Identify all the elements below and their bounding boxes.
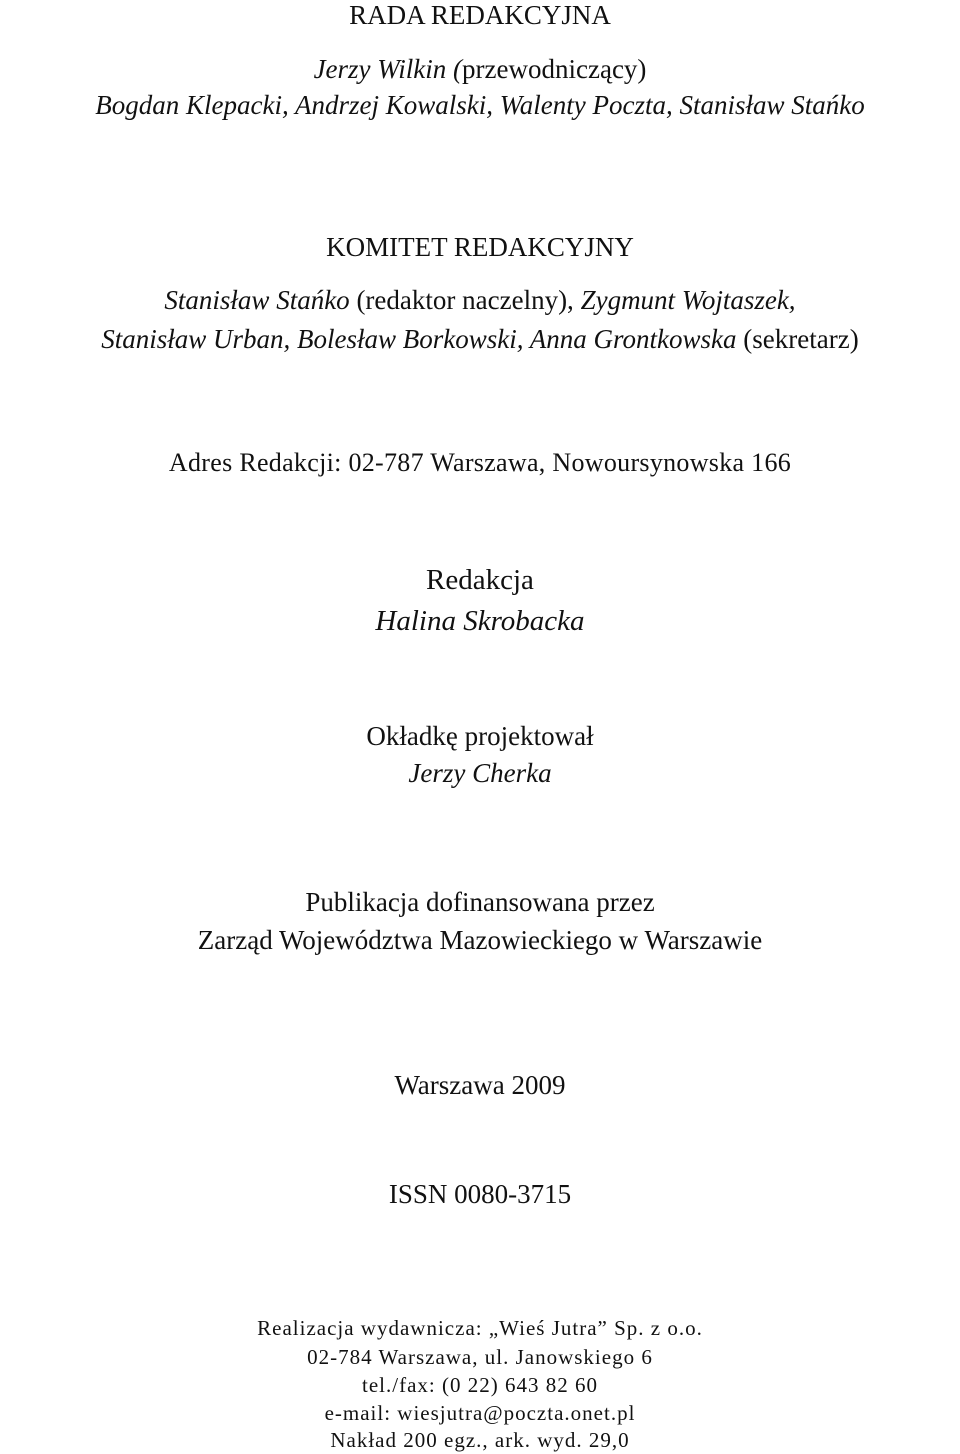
funding-line-2: Zarząd Województwa Mazowieckiego w Warszawie	[197, 925, 763, 955]
komitet-line-2	[0, 326, 960, 353]
imprint-email: e-mail: wiesjutra@poczta.onet.pl	[324, 1401, 636, 1425]
komitet-line-1	[0, 287, 960, 314]
imprint-print-run: Nakład 200 egz., ark. wyd. 29,0	[330, 1428, 630, 1452]
cover-label: Okładkę projektował	[366, 721, 594, 751]
funding-line-1: Publikacja dofinansowana przez	[305, 887, 655, 917]
redakcja-name: Halina Skrobacka	[375, 605, 585, 637]
komitet-member-names: Stanisław Urban, Bolesław Borkowski, Anna Grontkowska	[101, 324, 737, 354]
imprint-phone: tel./fax: (0 22) 643 82 60	[362, 1373, 598, 1397]
place-year: Warszawa 2009	[394, 1070, 566, 1100]
imprint-publisher: Realizacja wydawnicza: „Wieś Jutra” Sp. z o.o.	[257, 1316, 703, 1340]
rada-redakcyjna-heading: RADA REDAKCYJNA	[349, 0, 611, 30]
address-line: Adres Redakcji: 02-787 Warszawa, Nowoursynowska 166	[168, 448, 792, 477]
rada-chair-line	[0, 56, 960, 83]
rada-chair-role: przewodniczący)	[462, 54, 647, 84]
komitet-redakcyjny-heading: KOMITET REDAKCYJNY	[326, 232, 634, 262]
cover-designer-name: Jerzy Cherka	[408, 758, 552, 788]
issn: ISSN 0080-3715	[388, 1179, 572, 1209]
komitet-secretary-role: (sekretarz)	[736, 324, 859, 354]
komitet-editor-role: (redaktor naczelny),	[349, 285, 581, 315]
imprint-address: 02-784 Warszawa, ul. Janowskiego 6	[307, 1345, 653, 1369]
redakcja-label: Redakcja	[426, 564, 534, 596]
rada-members: Bogdan Klepacki, Andrzej Kowalski, Walenty Poczta, Stanisław Stańko	[95, 90, 865, 120]
komitet-member-name: Zygmunt Wojtaszek,	[580, 285, 796, 315]
rada-chair-name: Jerzy Wilkin (	[313, 54, 463, 84]
komitet-editor-name: Stanisław Stańko	[164, 285, 350, 315]
